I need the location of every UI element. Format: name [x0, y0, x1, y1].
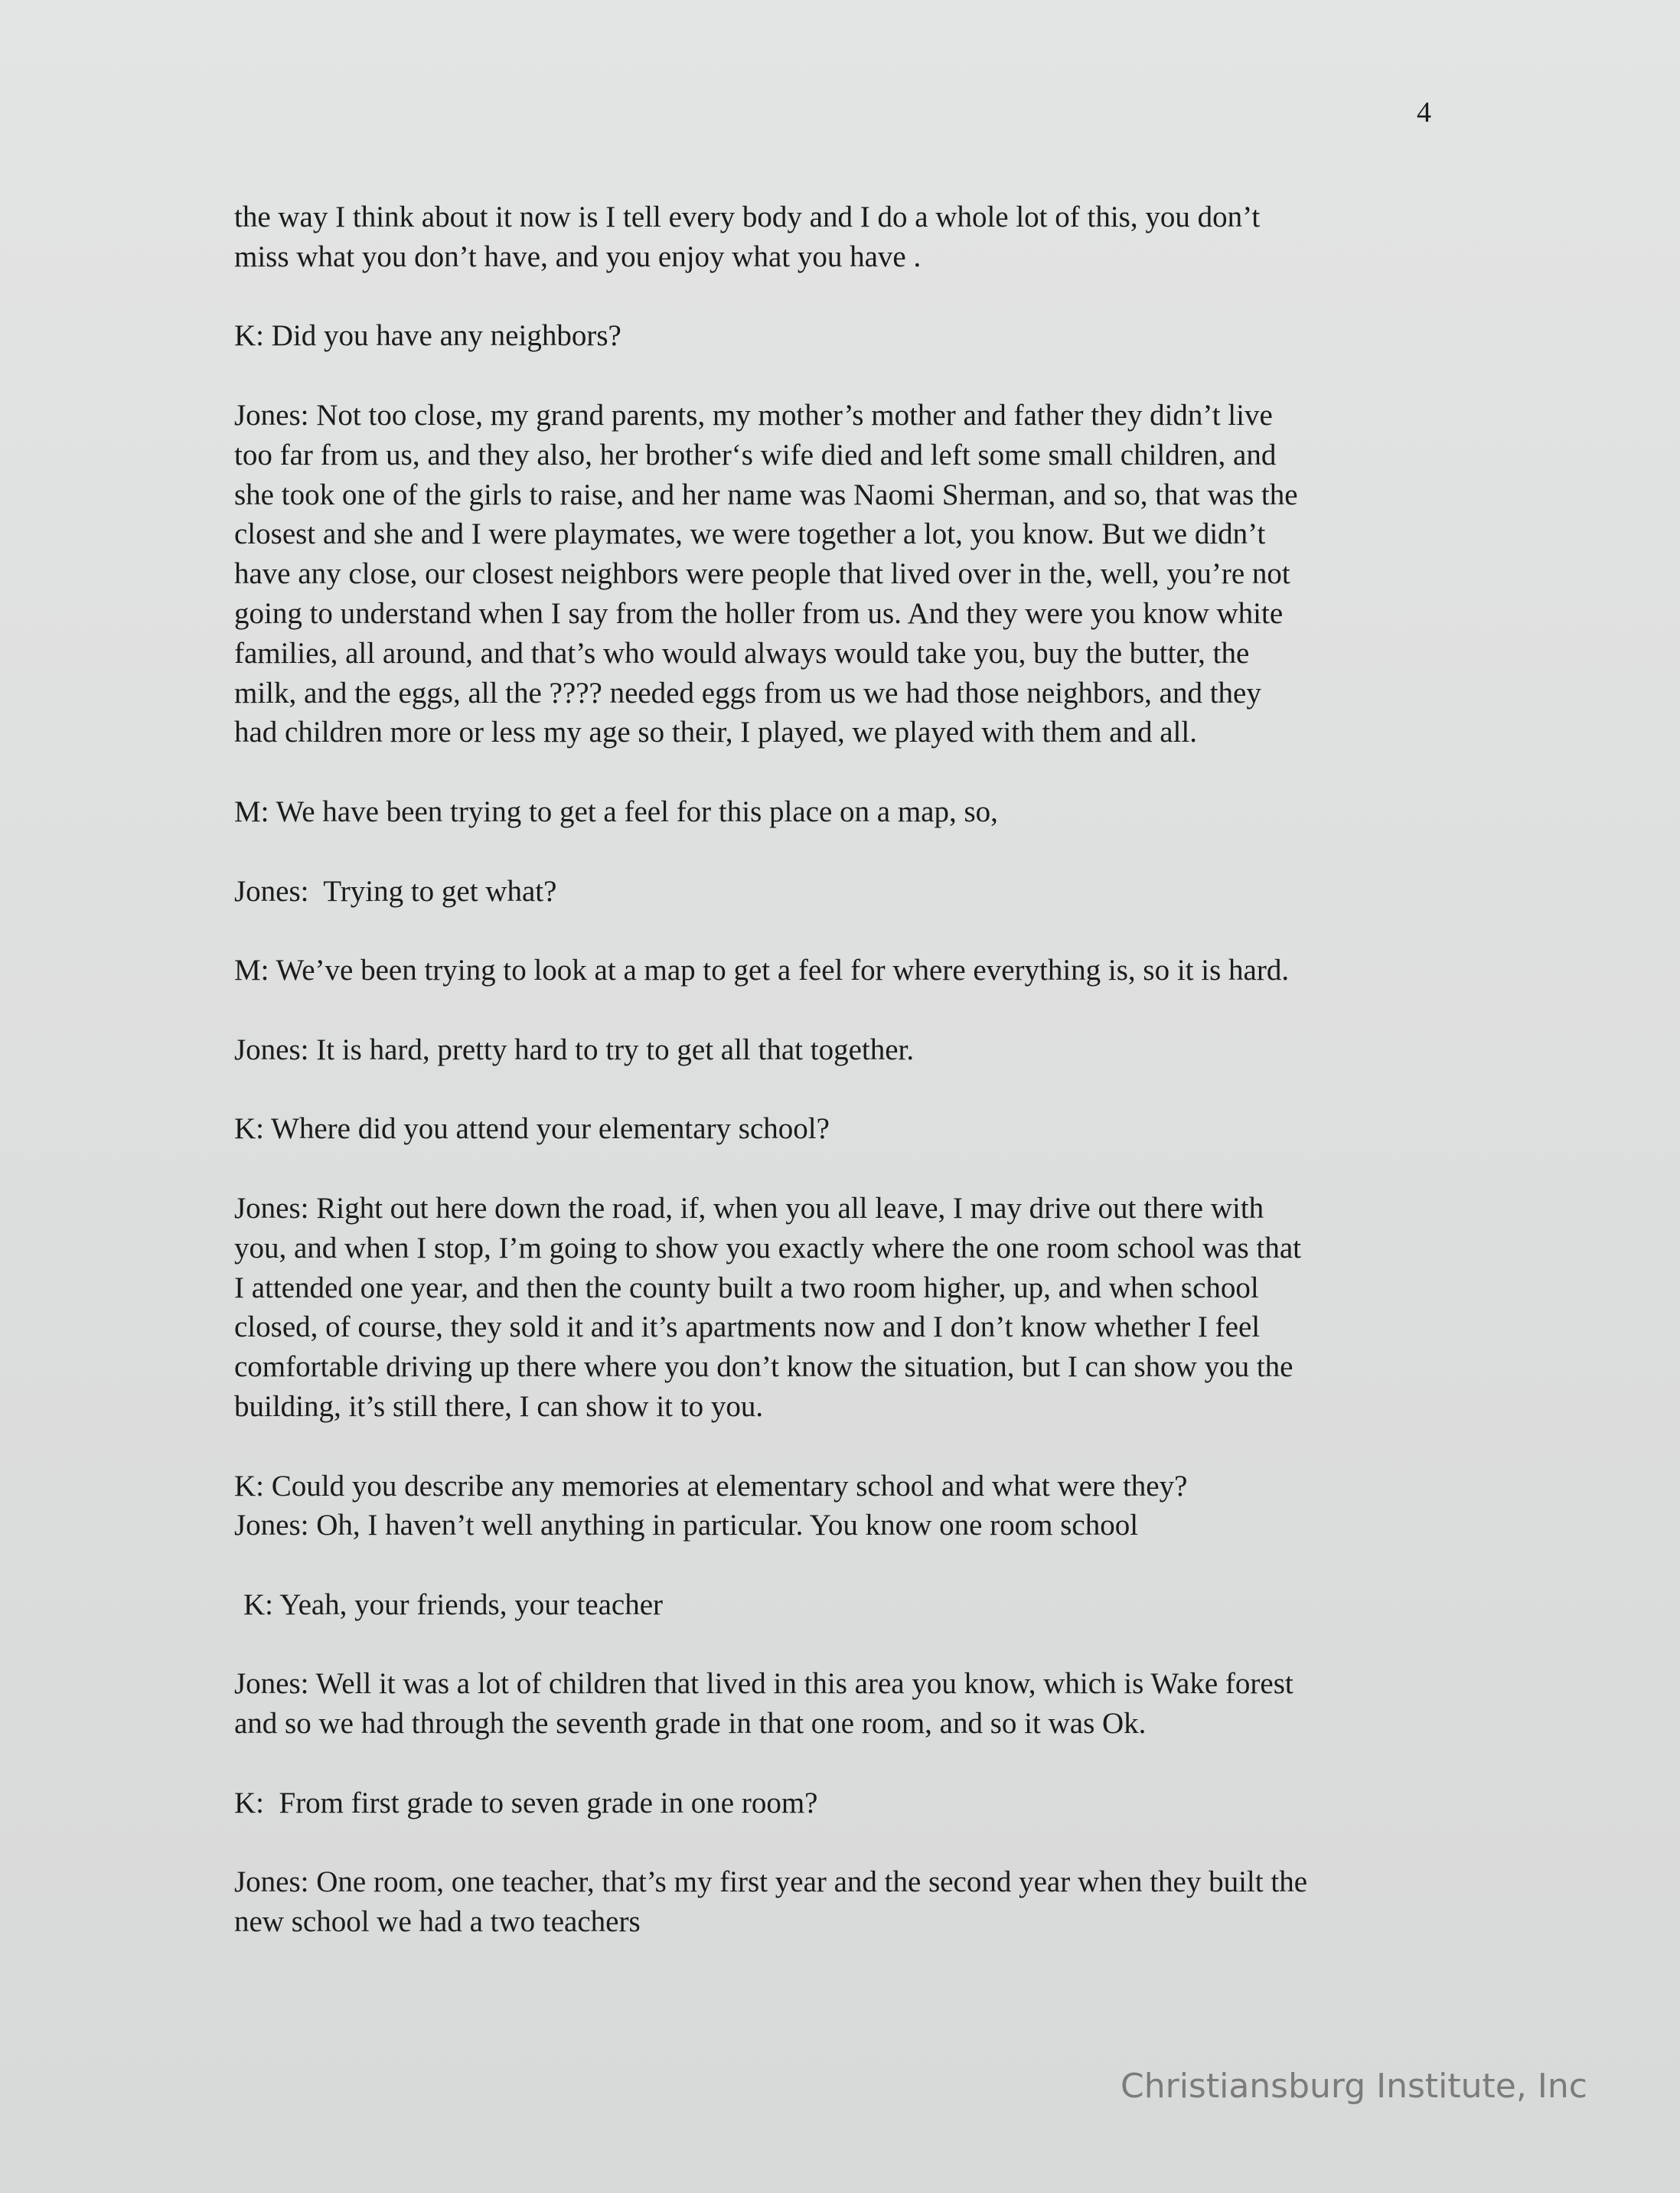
transcript-question: M: We’ve been trying to look at a map to get a feel for where everything is, so it is hard. — [234, 954, 1290, 987]
transcript-question: K: Could you describe any memories at elementary school and what were they? — [234, 1469, 1188, 1503]
transcript-answer: Jones: One room, one teacher, that’s my first year and the second year when they built the new school we had a two teachers — [234, 1865, 1308, 1939]
transcript-answer: Jones: Right out here down the road, if, when you all leave, I may drive out there with you, and when I stop, I’m going to show you exactly where the one room school was that I attended one year, and then the county built a two room higher, up, and when school closed, of course, they sold it and it’s apartments now and I don’t know whether I feel comfortable driving up there where you don’t know the situation, but I can show you the building, it’s still there, I can show it to you. — [234, 1191, 1301, 1423]
transcript-body — [234, 197, 1451, 1982]
transcript-question: M: We have been trying to get a feel for this place on a map, so, — [234, 795, 998, 828]
transcript-question: K: Yeah, your friends, your teacher — [243, 1588, 664, 1621]
transcript-question: K: Did you have any neighbors? — [234, 319, 621, 353]
transcript-paragraph: the way I think about it now is I tell every body and I do a whole lot of this, you don’t miss what you don’t have, and you enjoy what you have . — [234, 201, 1261, 273]
transcript-answer: Jones: Not too close, my grand parents, my mother’s mother and father they didn’t live too far from us, and they also, her brother‘s wife died and left some small children, and she took one of the girls to raise, and her name was Naomi Sherman, and so, that was the closest and she and I were playmates, we were together a lot, you know. But we didn’t have any close, our closest neighbors were people that lived over in the, well, you’re not going to understand when I say from the holler from us. And they were you know white families, all around, and that’s who would always would take you, buy the butter, the milk, and the eggs, all the ???? needed eggs from us we had those neighbors, and they had children more or less my age so their, I played, we played with them and all. — [234, 398, 1298, 749]
transcript-answer: Jones: Oh, I haven’t well anything in particular. You know one room school — [234, 1509, 1139, 1542]
transcript-question: K: Where did you attend your elementary school? — [234, 1112, 830, 1146]
page-number: 4 — [1417, 96, 1431, 129]
transcript-question: K: From first grade to seven grade in one room? — [234, 1786, 818, 1819]
transcript-answer: Jones: It is hard, pretty hard to try to get all that together. — [234, 1033, 915, 1066]
watermark: Christiansburg Institute, Inc — [1121, 2067, 1587, 2106]
transcript-answer: Jones: Well it was a lot of children that lived in this area you know, which is Wake forest and so we had through the seventh grade in that one room, and so it was Ok. — [234, 1667, 1293, 1741]
transcript-answer: Jones: Trying to get what? — [234, 874, 557, 908]
